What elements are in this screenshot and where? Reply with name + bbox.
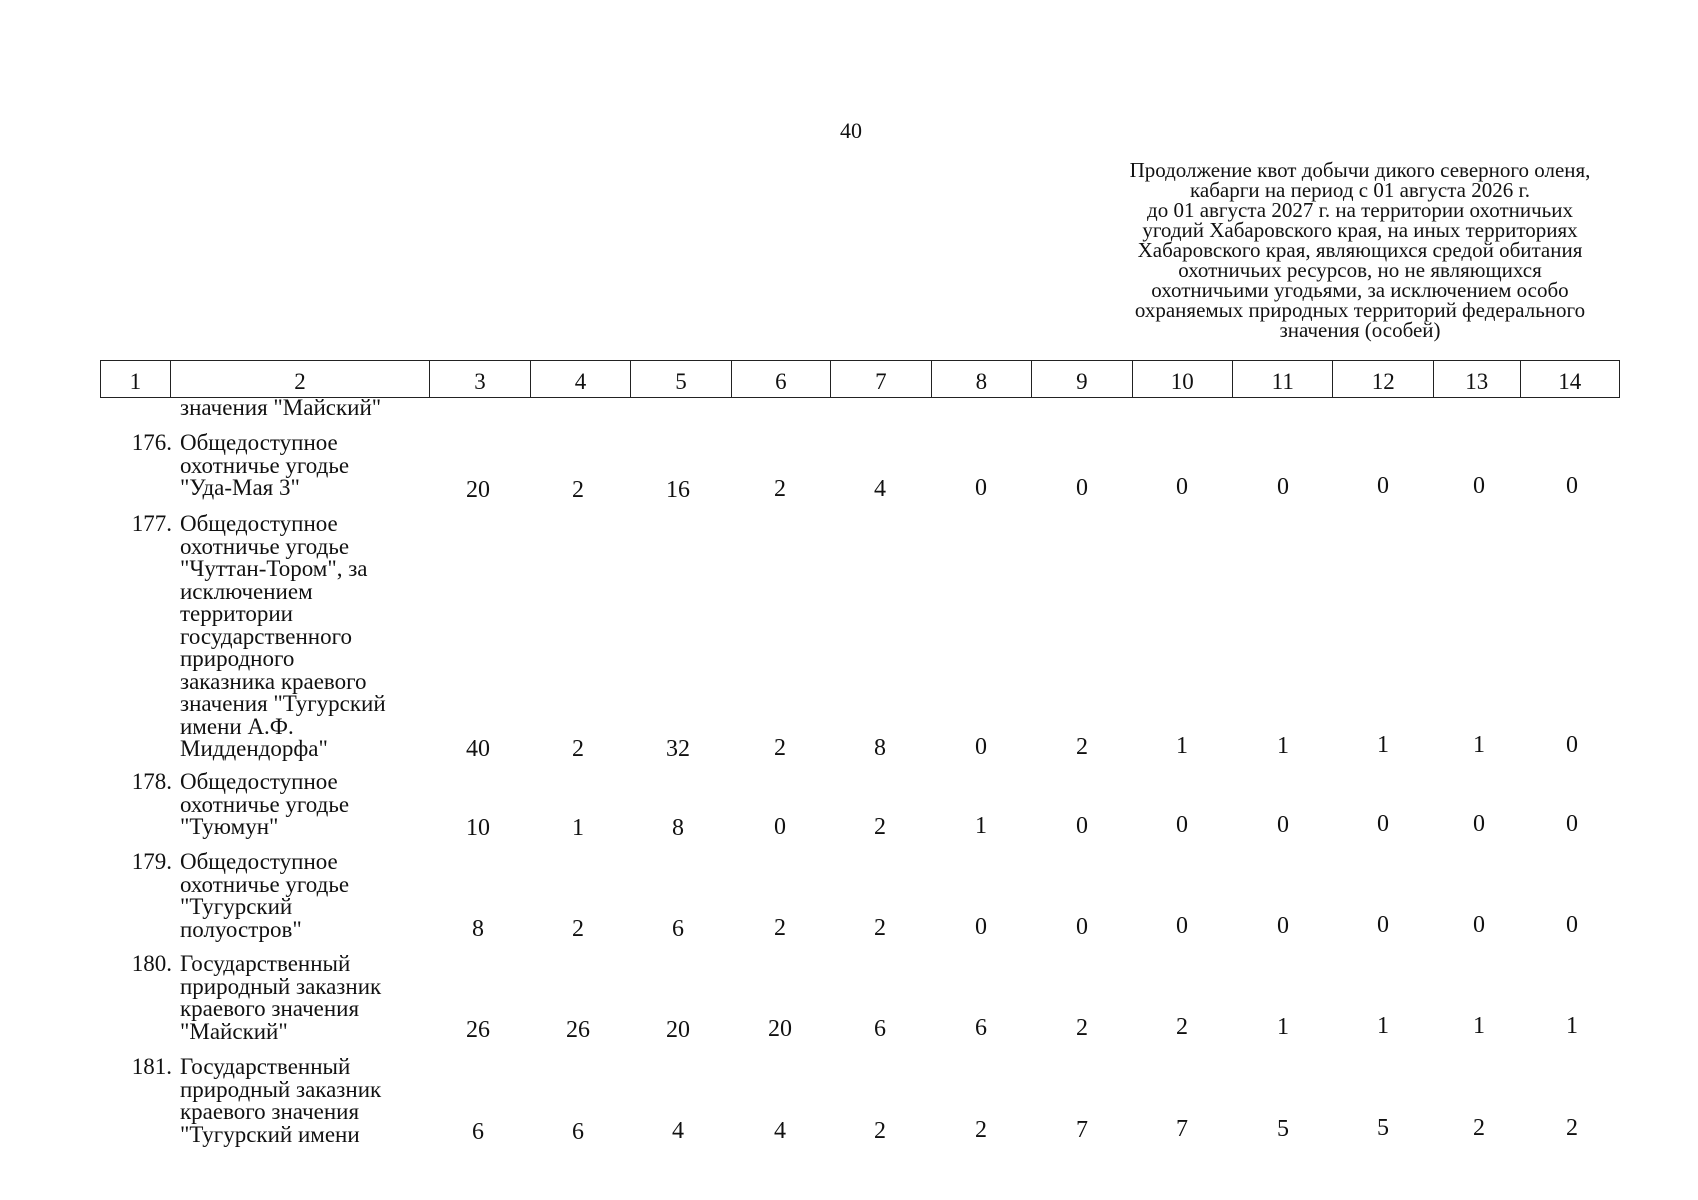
quota-cell: 2 [975,1117,987,1143]
quota-cell: 20 [666,1017,690,1043]
quota-cell: 1 [1377,1013,1389,1039]
quota-cell: 0 [1473,811,1485,837]
quota-cell: 1 [572,815,584,841]
quota-cell: 4 [774,1118,786,1144]
column-header: 10 [1132,361,1232,397]
quota-cell: 0 [1176,812,1188,838]
quota-cell: 2 [874,814,886,840]
quota-cell: 1 [975,813,987,839]
quota-cell: 5 [1277,1116,1289,1142]
quota-cell: 7 [1076,1117,1088,1143]
heading-line: охотничьих ресурсов, но не являющихся [1178,258,1542,282]
quota-cell: 0 [975,475,987,501]
row-number: 178. [131,769,172,794]
quota-cell: 0 [975,734,987,760]
column-header: 3 [429,361,529,397]
quota-cell: 2 [1566,1115,1578,1141]
quota-cell: 0 [1566,473,1578,499]
quota-cell: 0 [1277,913,1289,939]
hunting-ground-name: Общедоступное охотничье угодье "Чуттан-Тором", за исключением территории государственного природного заказника краевого значения "Тугурский имени А.Ф. Миддендорфа" [180,511,386,761]
column-header: 9 [1031,361,1131,397]
column-header: 5 [630,361,730,397]
quota-cell: 20 [768,1016,792,1042]
quota-cell: 5 [1377,1115,1389,1141]
quota-cell: 4 [874,476,886,502]
quota-cell: 2 [774,915,786,941]
quota-cell: 40 [466,736,490,762]
quota-cell: 1 [1277,733,1289,759]
heading-line: угодий Хабаровского края, на иных территориях [1142,218,1578,242]
column-header: 13 [1433,361,1520,397]
heading-line: до 01 августа 2027 г. на территории охотничьих [1147,198,1573,222]
column-header: 1 [129,369,142,394]
quota-cell: 0 [1566,811,1578,837]
quota-cell: 0 [1176,474,1188,500]
quota-cell: 1 [1566,1013,1578,1039]
quota-cell: 0 [1076,475,1088,501]
table-heading [1050,160,1670,340]
quota-cell: 0 [1566,912,1578,938]
column-header: 4 [530,361,630,397]
continued-row-text: значения "Майский" [180,395,382,420]
quota-cell: 0 [1566,732,1578,758]
quota-cell: 2 [1176,1014,1188,1040]
quota-cell: 8 [472,916,484,942]
quota-cell: 4 [672,1118,684,1144]
quota-cell: 1 [1473,732,1485,758]
quota-cell: 6 [572,1119,584,1145]
quota-cell: 32 [666,736,690,762]
quota-cell: 2 [572,477,584,503]
quota-cell: 2 [1076,734,1088,760]
hunting-ground-name: Государственный природный заказник краевого значения "Тугурский имени [180,1054,382,1147]
hunting-ground-name: Общедоступное охотничье угодье "Уда-Мая 3" [180,430,350,500]
quota-cell: 0 [1076,914,1088,940]
quota-cell: 26 [566,1017,590,1043]
column-header: 12 [1332,361,1432,397]
quota-cell: 1 [1277,1014,1289,1040]
quota-cell: 26 [466,1017,490,1043]
row-number: 180. [131,951,172,976]
quota-cell: 2 [1076,1015,1088,1041]
column-header: 2 [170,361,430,397]
quota-cell: 6 [472,1119,484,1145]
heading-line: охотничьими угодьями, за исключением особо [1151,278,1569,302]
quota-cell: 0 [1473,473,1485,499]
heading-line: кабарги на период с 01 августа 2026 г. [1190,178,1530,202]
quota-cell: 0 [1277,812,1289,838]
quota-cell: 0 [1377,912,1389,938]
quota-cell: 2 [1473,1115,1485,1141]
hunting-ground-name: Государственный природный заказник краевого значения "Майский" [180,951,382,1044]
quota-cell: 2 [572,736,584,762]
row-number: 176. [131,430,172,455]
row-number: 177. [131,511,172,536]
quota-cell: 16 [666,477,690,503]
quota-cell: 2 [874,915,886,941]
quota-cell: 7 [1176,1116,1188,1142]
heading-line: Хабаровского края, являющихся средой обитания [1137,238,1583,262]
quota-cell: 0 [975,914,987,940]
quota-cell: 0 [1277,474,1289,500]
quota-cell: 0 [1473,912,1485,938]
quota-cell: 0 [774,814,786,840]
quota-cell: 6 [874,1016,886,1042]
column-number-header-row [100,360,1620,398]
heading-line: значения (особей) [1279,318,1441,342]
row-number: 181. [131,1054,172,1079]
quota-cell: 10 [466,815,490,841]
quota-cell: 2 [874,1118,886,1144]
column-header: 6 [731,361,830,397]
row-number: 179. [131,849,172,874]
page-number: 40 [840,118,862,143]
quota-cell: 6 [975,1015,987,1041]
heading-line: Продолжение квот добычи дикого северного оленя, [1129,158,1591,182]
quota-cell: 8 [672,815,684,841]
quota-cell: 0 [1377,473,1389,499]
hunting-ground-name: Общедоступное охотничье угодье "Тугурский полуостров" [180,849,350,942]
quota-cell: 2 [774,476,786,502]
quota-cell: 20 [466,477,490,503]
quota-cell: 0 [1377,811,1389,837]
quota-cell: 8 [874,735,886,761]
column-header: 7 [830,361,930,397]
quota-cell: 0 [1076,813,1088,839]
hunting-ground-name: Общедоступное охотничье угодье "Туюмун" [180,769,350,839]
quota-cell: 1 [1377,732,1389,758]
quota-cell: 1 [1176,733,1188,759]
column-header: 11 [1232,361,1332,397]
quota-cell: 6 [672,916,684,942]
column-header: 14 [1520,361,1619,397]
heading-line: охраняемых природных территорий федерального [1134,298,1586,322]
quota-cell: 2 [774,735,786,761]
quota-cell: 2 [572,916,584,942]
column-header: 8 [931,361,1031,397]
quota-cell: 0 [1176,913,1188,939]
quota-cell: 1 [1473,1013,1485,1039]
